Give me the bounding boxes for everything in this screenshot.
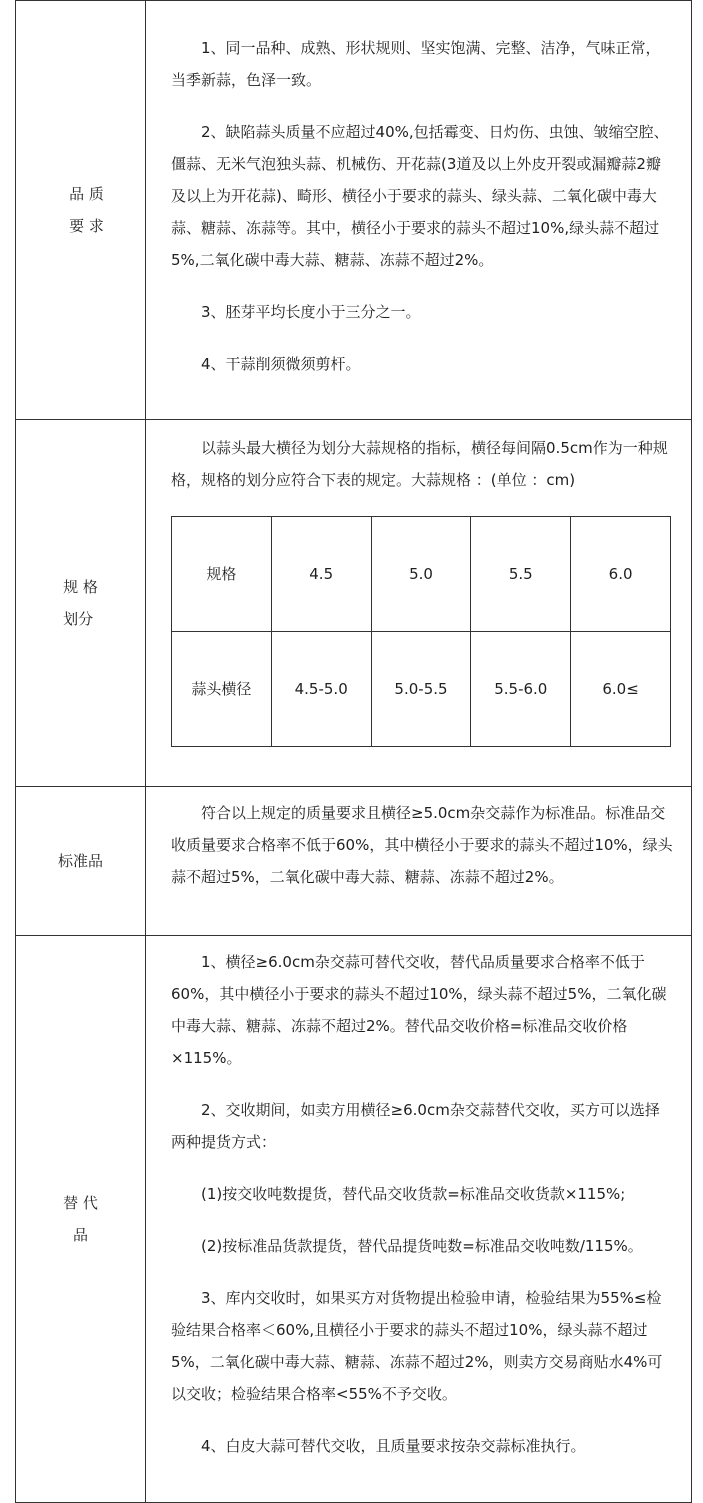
substitute-label-line-2: 品 [72, 1226, 88, 1244]
substitute-paragraph-2: 2、交收期间，如卖方用横径≥6.0cm杂交蒜替代交收，买方可以选择两种提货方式： [171, 1101, 660, 1151]
quality-paragraph-2: 2、缺陷蒜头质量不应超过40%,包括霉变、日灼伤、虫蚀、皱缩空腔、僵蒜、无米气泡独头蒜、机械伤、开花蒜(3道及以上外皮开裂或漏瓣蒜2瓣及以上为开花蒜)、畸形、横径小于要求的蒜头、绿头蒜、二氧化碳中毒大蒜、糖蒜、冻蒜等。其中，横径小于要求的蒜头不超过10%,绿头蒜不超过5%,二氧化碳中毒大蒜、糖蒜、冻蒜不超过2%。 [171, 123, 669, 269]
quality-label-line-2: 要 求 [69, 217, 104, 235]
standard-label: 标准品 [57, 852, 103, 870]
size-spec-table [171, 516, 671, 747]
substitute-paragraph-1: 1、横径≥6.0cm杂交蒜可替代交收，替代品质量要求合格率不低于60%，其中横径小于要求的蒜头不超过10%，绿头蒜不超过5%，二氧化碳中毒大蒜、糖蒜、冻蒜不超过2%。替代品交收价格=标准品交收价格×115%。 [171, 953, 667, 1067]
substitute-paragraph-5: 3、库内交收时，如果买方对货物提出检验申请，检验结果为55%≤检验结果合格率＜60%,且横径小于要求的蒜头不超过10%，绿头蒜不超过5%，二氧化碳中毒大蒜、糖蒜、冻蒜不超过2%，则卖方交易商贴水4%可以交收；检验结果合格率<55%不予交收。 [171, 1289, 663, 1403]
size-spec-row [172, 517, 671, 632]
diameter-range: 6.0≤ [571, 632, 671, 747]
substitute-row [16, 936, 692, 1503]
quality-row [16, 1, 692, 420]
substitute-paragraph-4: (2)按标准品货款提货，替代品提货吨数=标准品交收吨数/115%。 [201, 1237, 643, 1255]
standard-text: 符合以上规定的质量要求且横径≥5.0cm杂交蒜作为标准品。标准品交收质量要求合格率不低于60%，其中横径小于要求的蒜头不超过10%，绿头蒜不超过5%，二氧化碳中毒大蒜、糖蒜、冻蒜不超过2%。 [171, 804, 673, 886]
size-spec-header: 规格 [172, 517, 272, 632]
spec-row [16, 420, 692, 787]
diameter-range: 4.5-5.0 [271, 632, 371, 747]
diameter-row [172, 632, 671, 747]
size-spec-value: 5.0 [371, 517, 471, 632]
substitute-label-cell [16, 936, 146, 1503]
substitute-label-line-1: 替 代 [63, 1194, 98, 1212]
quality-paragraph-1: 1、同一品种、成熟、形状规则、坚实饱满、完整、洁净，气味正常，当季新蒜，色泽一致。 [171, 39, 661, 89]
diameter-header: 蒜头横径 [172, 632, 272, 747]
quality-label-cell [16, 1, 146, 420]
size-spec-value: 6.0 [571, 517, 671, 632]
spec-content-cell [146, 420, 692, 787]
diameter-range: 5.5-6.0 [471, 632, 571, 747]
standard-content-cell [146, 787, 692, 936]
quality-paragraph-3: 3、胚芽平均长度小于三分之一。 [201, 303, 421, 321]
substitute-content-cell [146, 936, 692, 1503]
quality-paragraph-4: 4、干蒜削须微须剪杆。 [201, 355, 361, 373]
spec-label-line-1: 规 格 [63, 578, 98, 596]
garlic-standard-table [15, 0, 692, 1503]
substitute-paragraph-6: 4、白皮大蒜可替代交收，且质量要求按杂交蒜标准执行。 [201, 1437, 586, 1455]
spec-label-line-2: 划分 [63, 610, 94, 628]
size-spec-value: 5.5 [471, 517, 571, 632]
quality-label-line-1: 品 质 [69, 185, 104, 203]
standard-label-cell [16, 787, 146, 936]
spec-label-cell [16, 420, 146, 787]
substitute-paragraph-3: (1)按交收吨数提货，替代品交收货款=标准品交收货款×115%; [201, 1185, 626, 1203]
size-spec-value: 4.5 [271, 517, 371, 632]
diameter-range: 5.0-5.5 [371, 632, 471, 747]
quality-content-cell [146, 1, 692, 420]
spec-intro: 以蒜头最大横径为划分大蒜规格的指标，横径每间隔0.5cm作为一种规格，规格的划分应符合下表的规定。大蒜规格 ：(单位 ：cm) [171, 439, 668, 489]
standard-row [16, 787, 692, 936]
